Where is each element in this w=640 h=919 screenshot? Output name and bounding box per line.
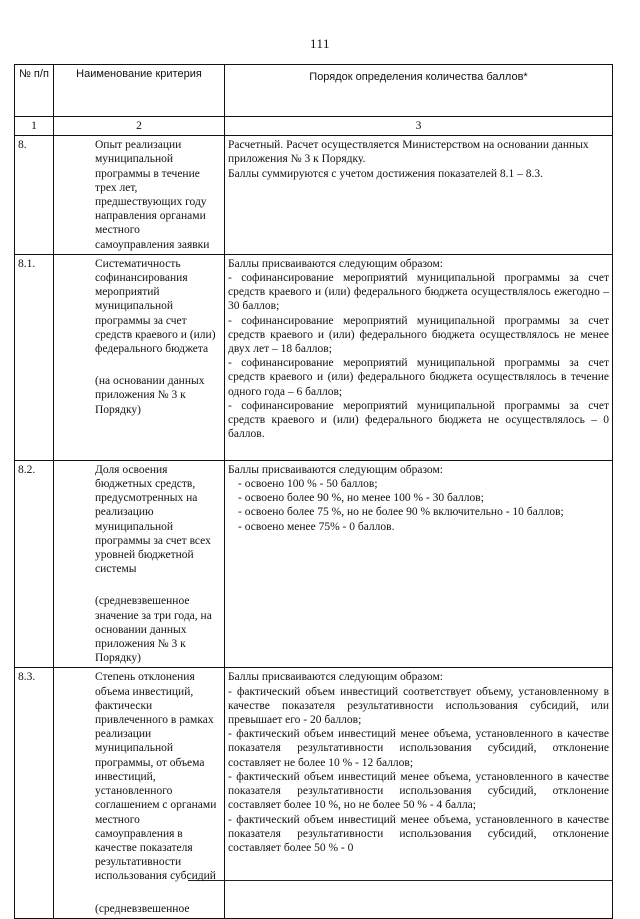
page-number: 111 (309, 36, 331, 51)
order-line: - освоено 100 % - 50 баллов; (238, 478, 378, 491)
criterion-source-note: (средневзвешенное (95, 902, 190, 915)
scoring-order (225, 254, 613, 460)
criteria-table (14, 64, 613, 919)
order-line: - фактический объем инвестиций соответствует объему, установленному в качестве показателя результативности использования субсидий, или превышает его - 20 баллов; (228, 685, 609, 727)
scoring-order (225, 460, 613, 668)
row-number: 8. (15, 136, 54, 255)
header-criterion-name: Наименование критерия (54, 65, 225, 117)
order-line: - софинансирование мероприятий муниципальной программы за счет средств краевого и (или) федерального бюджета осуществлялось в течение одного года – 6 баллов; (228, 357, 609, 398)
order-line: - освоено менее 75% - 0 баллов. (238, 520, 395, 533)
criterion-name-text: Опыт реализации муниципальной программы в течение трех лет, предшествующих году направления органами местного самоуправления заявки (95, 139, 210, 251)
row-number: 8.3. (15, 668, 54, 918)
page-bottom-rule (188, 880, 612, 881)
header-number: № п/п (15, 65, 54, 117)
table-row (15, 254, 613, 460)
order-line: Баллы присваиваются следующим образом: (228, 257, 443, 270)
order-line: - фактический объем инвестиций менее объема, установленного в качестве показателя результативности использования субсидий, отклонение составляет более 50 % - 0 (228, 813, 609, 854)
order-line: - фактический объем инвестиций менее объема, установленного в качестве показателя результативности использования субсидий, отклонение составляет более 10 %, но не более 50 % - 4 балла; (228, 770, 609, 812)
criterion-name-text: Систематичность софинансирования мероприятий муниципальной программы за счет средств краевого и (или) федерального бюджета (95, 257, 216, 356)
row-number: 8.2. (15, 460, 54, 668)
order-line: Баллы суммируются с учетом достижения показателей 8.1 – 8.3. (228, 167, 543, 180)
order-line: - освоено более 90 %, но менее 100 % - 30 баллов; (238, 492, 484, 505)
criterion-source-note: (средневзвешенное значение за три года, на основании данных приложения № 3 к Порядку) (95, 595, 212, 665)
row-number: 8.1. (15, 254, 54, 460)
column-index-2: 2 (54, 117, 225, 136)
criterion-name (54, 460, 225, 668)
column-index-3: 3 (225, 117, 613, 136)
order-line: - софинансирование мероприятий муниципальной программы за счет средств краевого и (или) федерального бюджета осуществлялось ежегодно – 30 баллов; (228, 272, 609, 313)
order-line: - освоено более 75 %, но не более 90 % включительно - 10 баллов; (238, 506, 564, 519)
column-index-1: 1 (15, 117, 54, 136)
header-scoring-order: Порядок определения количества баллов* (225, 65, 613, 117)
criterion-name-text: Доля освоения бюджетных средств, предусмотренных на реализацию муниципальной программы за счет всех уровней бюджетной системы (95, 463, 211, 576)
criterion-name (54, 136, 225, 255)
order-line: - софинансирование мероприятий муниципальной программы за счет средств краевого и (или) федерального бюджета осуществлялось не менее двух лет – 18 баллов; (228, 314, 609, 356)
column-index-row (15, 117, 613, 136)
table-row (15, 460, 613, 668)
header-row (15, 65, 613, 117)
order-line: Баллы присваиваются следующим образом: (228, 463, 443, 476)
order-line: Баллы присваиваются следующим образом: (228, 671, 443, 684)
scoring-order (225, 136, 613, 255)
order-line: Расчетный. Расчет осуществляется Министерством на основании данных приложения № 3 к Порядку. (228, 139, 589, 166)
order-line: - фактический объем инвестиций менее объема, установленного в качестве показателя результативности использования субсидий, отклонение составляет не более 10 % - 12 баллов; (228, 728, 609, 769)
criterion-name (54, 254, 225, 460)
criterion-source-note: (на основании данных приложения № 3 к Порядку) (95, 375, 205, 416)
order-line: - софинансирование мероприятий муниципальной программы за счет средств краевого и (или) федерального бюджета не осуществлялось – 0 баллов. (228, 399, 609, 441)
table-row (15, 136, 613, 255)
criterion-name-text: Степень отклонения объема инвестиций, фактически привлеченного в рамках реализации муниципальной программы, от объема инвестиций, установленного соглашением с органами местного самоуправления в качестве показателя результативности использования субсидий (95, 671, 217, 883)
